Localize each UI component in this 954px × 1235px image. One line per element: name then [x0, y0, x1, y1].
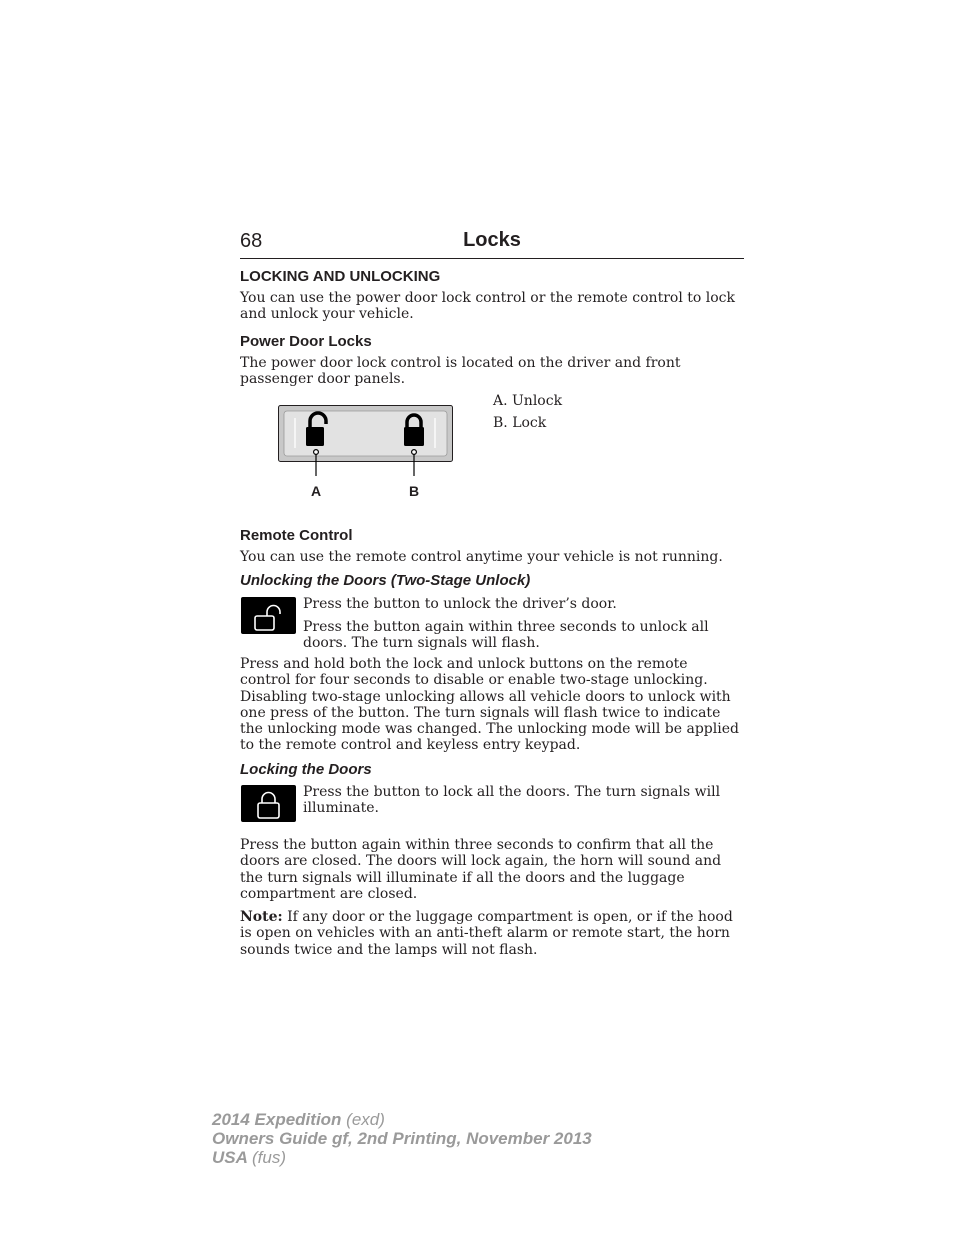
section-heading: LOCKING AND UNLOCKING	[240, 268, 441, 285]
page-header	[240, 228, 744, 259]
footer-line-3	[212, 1148, 592, 1167]
section-intro: You can use the power door lock control or the remote control to lock and unlock your vehicle.	[240, 290, 735, 323]
locking-heading: Locking the Doors	[240, 761, 372, 778]
unlock-step-1: Press the button to unlock the driver’s door.	[303, 596, 617, 612]
note-text: If any door or the luggage compartment is open, or if the hood is open on vehicles with an anti-theft alarm or remote start, the horn sounds twice and the lamps will not flash.	[240, 909, 733, 958]
footer-market: USA	[212, 1148, 248, 1167]
figure-legend-lock: B. Lock	[493, 415, 547, 431]
door-lock-switch-illustration	[278, 405, 454, 505]
lock-step-1: Press the button to lock all the doors. The turn signals will illuminate.	[303, 784, 721, 817]
unlocking-heading: Unlocking the Doors (Two-Stage Unlock)	[240, 572, 531, 589]
page-content	[240, 228, 744, 958]
footer-model: 2014 Expedition	[212, 1110, 342, 1129]
note-label: Note:	[240, 909, 283, 925]
footer-line-2: Owners Guide gf, 2nd Printing, November 2013	[212, 1129, 592, 1148]
footer-market-code: (fus)	[252, 1148, 286, 1167]
figure-legend-unlock: A. Unlock	[493, 393, 563, 409]
unlock-icon	[241, 597, 296, 634]
two-stage-unlock-paragraph: Press and hold both the lock and unlock buttons on the remote control for four seconds to disable or enable two-stage unlocking. Disabling two-stage unlocking allows all vehicle doors to unlock with one press of the button. The turn signals will flash twice to indicate the unlocking mode was changed. The unlocking mode will be applied to the remote control and keyless entry keypad.	[240, 656, 739, 754]
footer-line-1	[212, 1110, 592, 1129]
page-title: Locks	[463, 229, 521, 251]
unlock-step-2: Press the button again within three seconds to unlock all doors. The turn signals will flash.	[303, 619, 709, 652]
lock-icon	[241, 785, 296, 822]
power-door-locks-heading: Power Door Locks	[240, 333, 372, 350]
remote-control-heading: Remote Control	[240, 527, 353, 544]
door-lock-control-figure	[278, 405, 454, 505]
page-number: 68	[240, 230, 263, 252]
page-footer	[212, 1110, 592, 1167]
callout-label-b: B	[409, 483, 420, 499]
footer-model-code: (exd)	[346, 1110, 385, 1129]
power-door-locks-text: The power door lock control is located on the driver and front passenger door panels.	[240, 355, 681, 388]
remote-control-text: You can use the remote control anytime your vehicle is not running.	[240, 549, 723, 565]
callout-label-a: A	[311, 483, 322, 499]
lock-confirm-paragraph: Press the button again within three seconds to confirm that all the doors are closed. The doors will lock again, the horn will sound and the turn signals will illuminate if all the doors and the luggage compartment are closed.	[240, 837, 722, 902]
lock-note	[240, 909, 740, 958]
